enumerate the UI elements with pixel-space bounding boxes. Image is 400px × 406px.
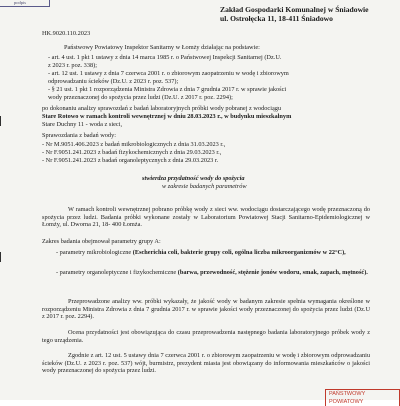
sender-address: ul. Ostrołęcka 11, 18-411 Śniadowo xyxy=(220,14,333,23)
legal-line-1: - art. 4 ust. 1 pkt 1 ustawy z dnia 14 marca 1985 r. o Państwowej Inspekcji Sanitarnej (Dz.U. xyxy=(48,54,282,61)
duty-paragraph: Zgodnie z art. 12 ust. 5 ustawy dnia 7 czerwca 2001 r. o zbiorowym zaopatrzeniu w wodę i zbiorowym odprowadzaniu ścieków (Dz.U. z 2023 r. poz. 537) wójt, burmistrz, prezydent miasta jest obowiązany do informowania mieszkańców o jakości wody przeznaczonej do spożycia przez ludzi. xyxy=(42,352,370,375)
top-stamp: podpis xyxy=(0,0,50,7)
scope-item-1-detail: (Escherichia coli, bakterie grupy coli, ogólna liczba mikroorganizmów w 22°C), xyxy=(132,249,346,256)
intro-text: Państwowy Powiatowy Inspektor Sanitarny w Łomży działając na podstawie: xyxy=(64,44,260,51)
scope-item-2-detail: (barwa, przewodność, stężenie jonów wodoru, smak, zapach, mętność). xyxy=(177,269,368,276)
legal-line-2: z 2023 r. poz. 338); xyxy=(48,62,97,69)
reference-number: HK.9020.110.2023 xyxy=(42,30,91,37)
analysis-line-2: Stare Rotowo w ramach kontroli wewnętrznej w dniu 28.03.2023 r., w budynku mieszkalnym xyxy=(42,113,292,120)
legal-line-4: odprowadzaniu ścieków (Dz.U. z 2023 r. poz. 537); xyxy=(48,78,179,85)
scope-title: Zakres badania obejmował parametry grupy A: xyxy=(42,238,161,245)
report-item-3: - Nr F.9051.241.2023 z badań organoleptycznych z dnia 29.03.2023 r. xyxy=(42,157,219,164)
analysis-line-3: Stare Duchny 11 - woda z sieci, xyxy=(42,121,123,128)
conclusion-paragraph: Przeprowadzone analizy ww. próbki wykazały, że jakość wody w badanym zakresie spełnia wymagania określone w rozporządzeniu Ministra Zdrowia z dnia 7 grudnia 2017 r. w sprawie jakości wody przeznaczonej do spożycia przez ludzi (Dz.U z 2017 r. poz. 2294). xyxy=(42,298,370,321)
scope-item-1-lead: - parametry mikrobiologiczne xyxy=(56,249,132,256)
report-item-1: - Nr M.9051.406.2023 z badań mikrobiologicznych z dnia 31.03.2023 r., xyxy=(42,141,226,148)
body-paragraph: W ramach kontroli wewnętrznej pobrano próbkę wody z sieci ww. wodociągu dostarczającego wodę przeznaczoną do spożycia przez ludzi. Badania próbki wykonane zostały w Laboratorium Powiatowej Stacji Sanitarno-Epidemiologicznej w Łomży, ul. Dworna 21, 18- 400 Łomża. xyxy=(42,206,370,229)
analysis-line-1: po dokonaniu analizy sprawozdań z badań laboratoryjnych próbki wody pobranej z wodociągu xyxy=(42,105,282,112)
decision-subheading: w zakresie badanych parametrów xyxy=(162,183,247,190)
sender-name: Zakład Gospodarki Komunalnej w Śniadowie xyxy=(220,5,369,14)
legal-line-3: - art. 12 ust. 1 ustawy z dnia 7 czerwca 2001 r. o zbiorowym zaopatrzeniu w wodę i zbiorowym xyxy=(48,70,289,77)
bottom-stamp: PAŃSTWOWY POWIATOWY xyxy=(325,389,400,406)
scope-item-2 xyxy=(56,269,368,277)
margin-mark xyxy=(0,252,6,262)
scope-item-2-lead: - parametry organoleptyczne i fizykochemiczne xyxy=(56,269,177,276)
legal-line-5: - § 21 ust. 1 pkt 1 rozporządzenia Ministra Zdrowia z dnia 7 grudnia 2017 r. w sprawie jakości xyxy=(48,86,287,93)
legal-line-6: wody przeznaczonej do spożycia przez ludzi (Dz.U. z 2017 r. poz. 2294); xyxy=(48,94,233,101)
scope-item-1 xyxy=(56,249,368,257)
decision-heading: stwierdza przydatność wody do spożycia xyxy=(142,175,245,182)
evaluation-paragraph: Ocena przydatności jest obowiązująca do czasu przeprowadzenia następnego badania laboratoryjnego próbek wody z tego urządzenia. xyxy=(42,329,370,344)
reports-title: Sprawozdania z badań wody: xyxy=(42,132,116,139)
margin-mark xyxy=(0,116,6,126)
report-item-2: - Nr F.9051.241.2023 z badań fizykochemicznych z dnia 29.03.2023 r., xyxy=(42,149,222,156)
